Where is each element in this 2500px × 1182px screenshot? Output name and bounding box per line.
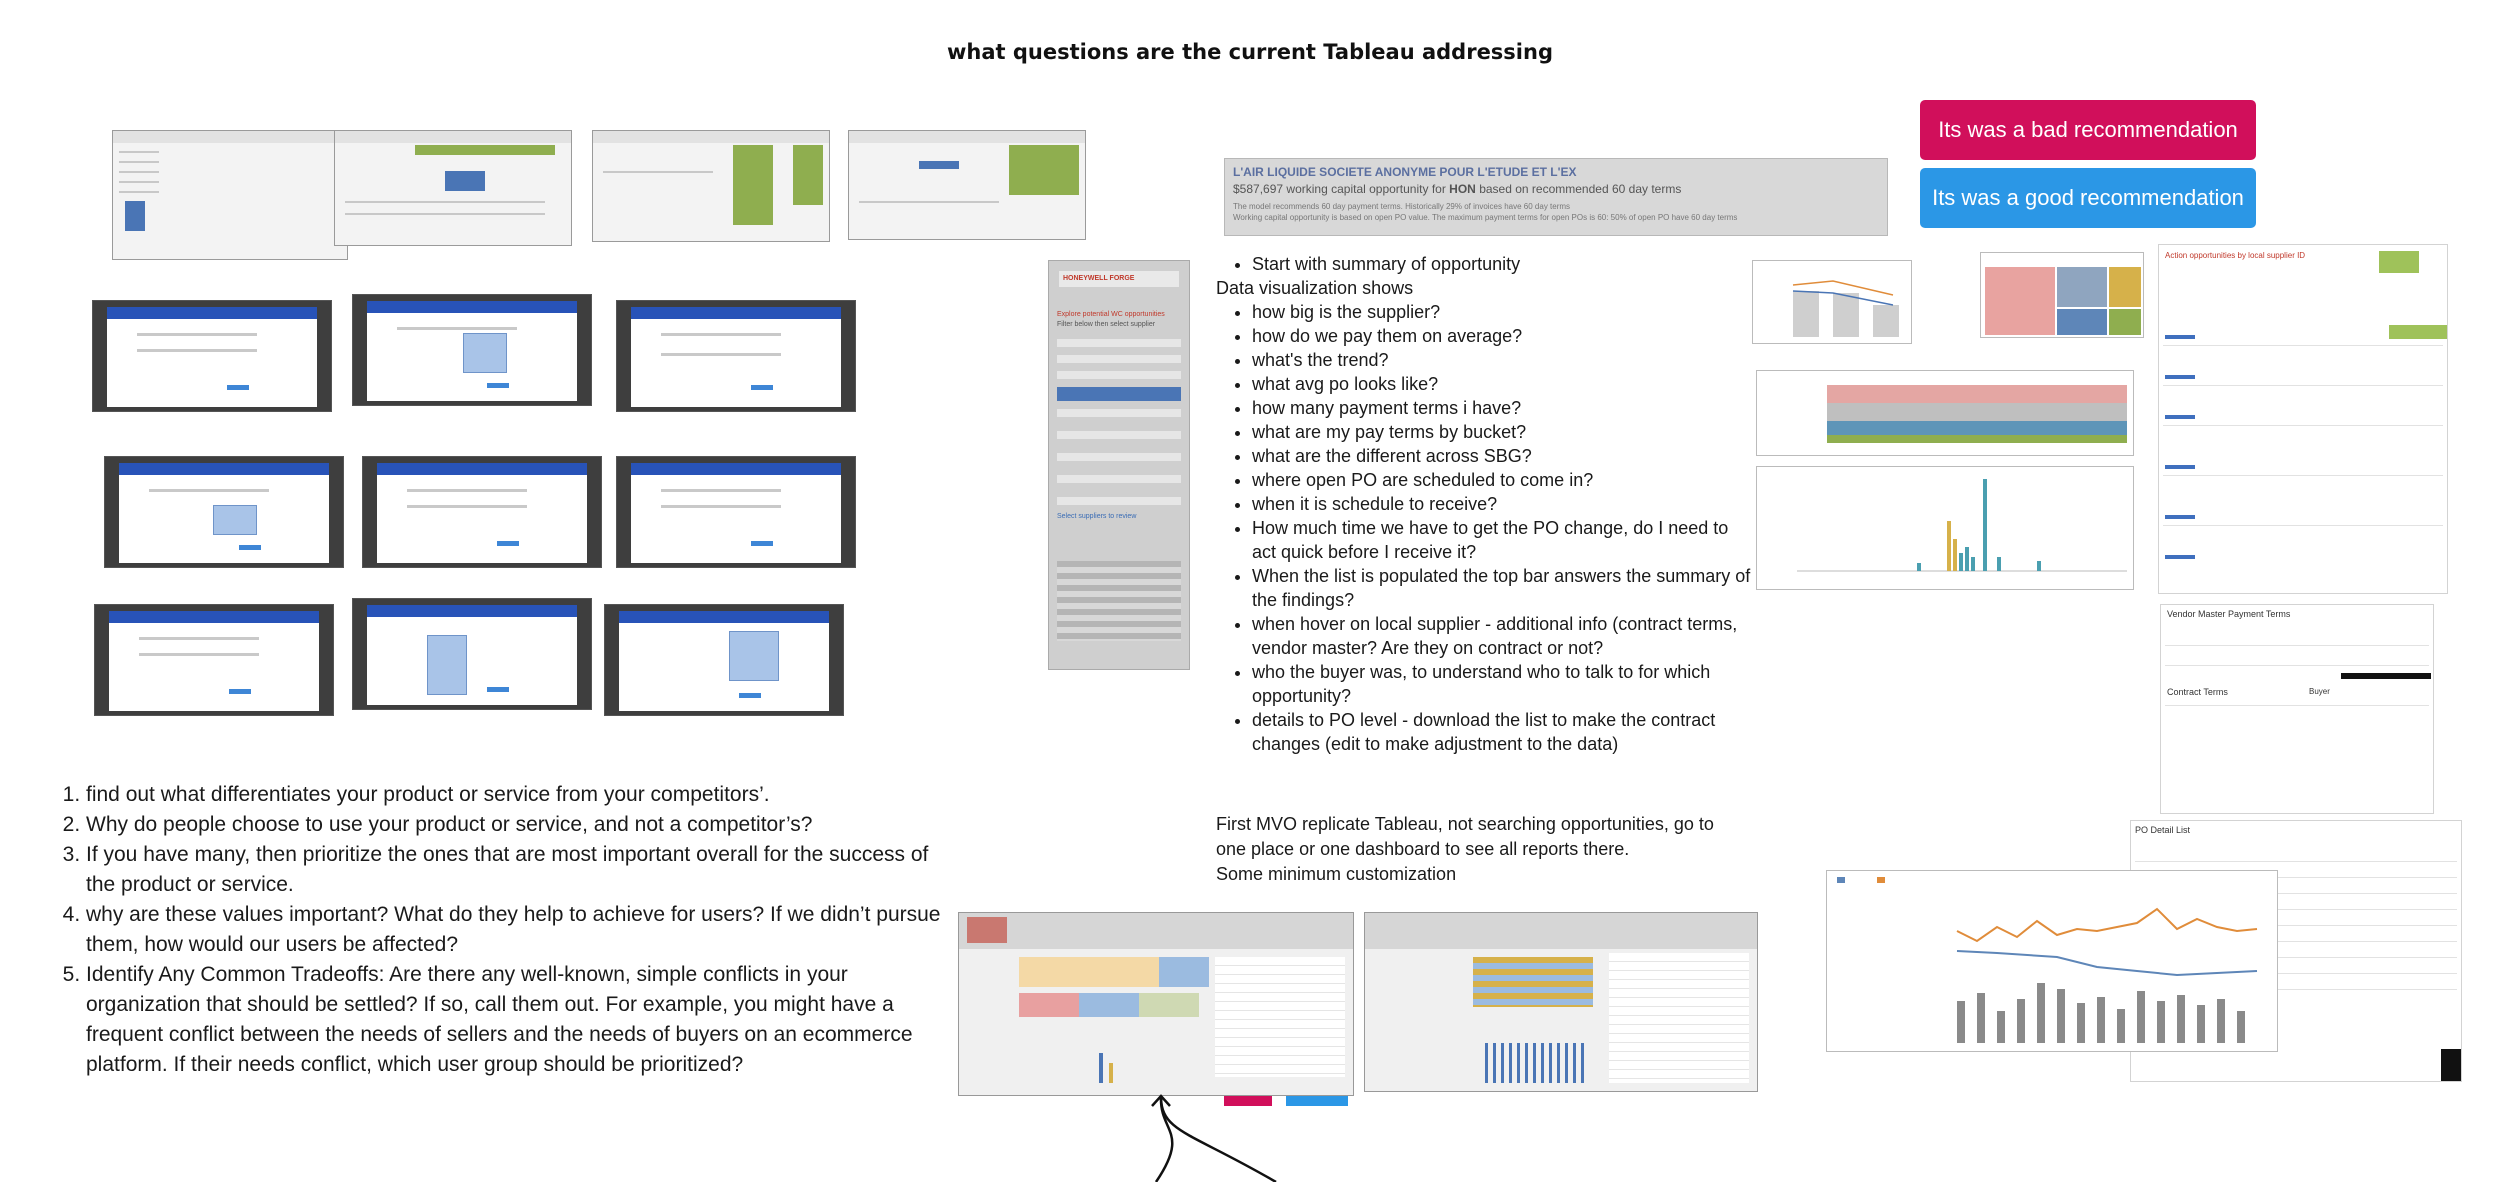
trend-chart-thumbnail	[1752, 260, 1912, 344]
dashboard-preview	[1364, 912, 1758, 1092]
form-thumbnail	[92, 300, 332, 412]
recommended-terms: recommended 60 day terms	[1531, 182, 1682, 196]
dashboard-thumbnail	[112, 130, 348, 260]
review-label: Select suppliers to review	[1057, 513, 1137, 520]
vendor-master-panel	[2160, 604, 2434, 814]
model-note: The model recommends 60 day payment terms. Historically 29% of invoices have 60 day terms	[1233, 202, 1571, 211]
question-numbered-list	[58, 780, 958, 1080]
intro-line: Data visualization shows	[1216, 278, 1414, 298]
stacked-area-thumbnail	[1756, 370, 2134, 456]
list-item: 4. why are these values important? What do they help to achieve for users? If we didn’t pursue them, how would our users be affected?	[86, 900, 958, 960]
list-item: • how do we pay them on average?	[1252, 324, 1756, 348]
dashboard-thumbnail	[334, 130, 572, 246]
list-item: • How much time we have to get the PO change, do I need to act quick before I receive it?	[1252, 516, 1756, 564]
business-unit: HON	[1449, 182, 1476, 196]
filter-hint: Filter below then select supplier	[1057, 321, 1156, 328]
summary-bullet: • Start with summary of opportunity	[1252, 252, 1756, 276]
honeywell-logo: HONEYWELL FORGE	[1059, 271, 1179, 287]
list-item: • when hover on local supplier - additional info (contract terms, vendor master? Are they on contract or not?	[1252, 612, 1756, 660]
opportunity-text: working capital opportunity for	[1286, 182, 1446, 196]
list-item: • how many payment terms i have?	[1252, 396, 1756, 420]
good-recommendation-button[interactable]: Its was a good recommendation	[1920, 168, 2256, 228]
based-on-text: based on	[1479, 182, 1529, 196]
local-supplier-heading: Action opportunities by local supplier ID	[2165, 251, 2306, 260]
form-thumbnail	[616, 300, 856, 412]
list-item: • When the list is populated the top bar answers the summary of the findings?	[1252, 564, 1756, 612]
visualization-notes	[1216, 252, 1756, 756]
mvo-note	[1216, 812, 1736, 887]
list-item: 5. Identify Any Common Tradeoffs: Are there any well-known, simple conflicts in your organization that should be settled? If so, call them out. For example, you might have a frequent conflict between the needs of sellers and the needs of buyers on an ecommerce platform. If their needs conflict, which user group should be prioritized?	[86, 960, 958, 1080]
form-thumbnail	[616, 456, 856, 568]
list-item: • what's the trend?	[1252, 348, 1756, 372]
treemap-thumbnail	[1980, 252, 2144, 338]
opportunity-banner	[1224, 158, 1888, 236]
supplier-name: L'AIR LIQUIDE SOCIETE ANONYME POUR L'ETUDE ET L'EX	[1233, 165, 1577, 179]
list-item: • who the buyer was, to understand who to talk to for which opportunity?	[1252, 660, 1756, 708]
buyer-heading: Buyer	[2309, 687, 2330, 696]
form-thumbnail	[352, 598, 592, 710]
vendor-master-heading: Vendor Master Payment Terms	[2167, 609, 2291, 619]
connector-arrow	[1060, 1092, 1320, 1182]
list-item: • how big is the supplier?	[1252, 300, 1756, 324]
form-thumbnail	[104, 456, 344, 568]
dashboard-thumbnail	[592, 130, 830, 242]
form-thumbnail	[362, 456, 602, 568]
list-item: 3. If you have many, then prioritize the ones that are most important overall for the success of the product or service.	[86, 840, 958, 900]
list-item: 2. Why do people choose to use your product or service, and not a competitor’s?	[86, 810, 958, 840]
form-thumbnail	[604, 604, 844, 716]
list-item: 1. find out what differentiates your product or service from your competitors’.	[86, 780, 958, 810]
explore-heading: Explore potential WC opportunities	[1057, 311, 1165, 318]
opportunity-amount: $587,697	[1233, 182, 1284, 196]
mvo-line: First MVO replicate Tableau, not searching opportunities, go to one place or one dashboard to see all reports there.	[1216, 814, 1714, 859]
local-supplier-table	[2158, 244, 2448, 594]
list-item: • what are the different across SBG?	[1252, 444, 1756, 468]
po-detail-heading: PO Detail List	[2135, 825, 2191, 835]
honeywell-filter-panel	[1048, 260, 1190, 670]
dashboard-thumbnail	[848, 130, 1086, 240]
board-title: what questions are the current Tableau addressing	[946, 40, 1553, 64]
list-item: • where open PO are scheduled to come in?	[1252, 468, 1756, 492]
contract-terms-heading: Contract Terms	[2167, 687, 2228, 697]
opportunity-summary	[1233, 182, 1879, 196]
dashboard-preview	[958, 912, 1354, 1096]
list-item: • what are my pay terms by bucket?	[1252, 420, 1756, 444]
po-bar-chart-thumbnail	[1756, 466, 2134, 590]
question-list	[1216, 300, 1756, 756]
form-thumbnail	[352, 294, 592, 406]
list-item: • when it is schedule to receive?	[1252, 492, 1756, 516]
wc-note: Working capital opportunity is based on open PO value. The maximum payment terms for open POs is 60: 50% of open PO have 60 day terms	[1233, 213, 1738, 222]
payment-trend-chart	[1826, 870, 2278, 1052]
form-thumbnail	[94, 604, 334, 716]
mvo-line: Some minimum customization	[1216, 864, 1457, 884]
list-item: • what avg po looks like?	[1252, 372, 1756, 396]
bad-recommendation-button[interactable]: Its was a bad recommendation	[1920, 100, 2256, 160]
list-item: • details to PO level - download the list to make the contract changes (edit to make adjustment to the data)	[1252, 708, 1756, 756]
